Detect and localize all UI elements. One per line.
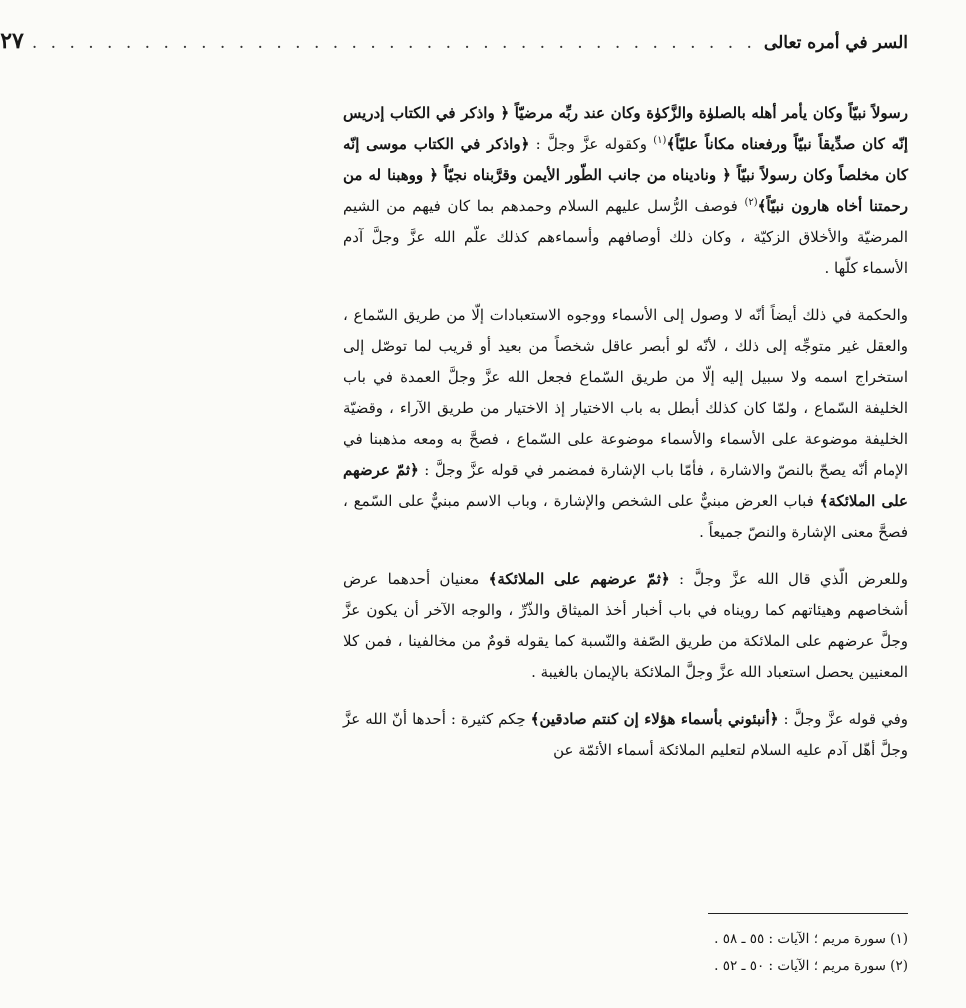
body-text: فباب العرض مبنيٌّ على الشخص والإشارة ، وباب الاسم مبنيٌّ على السّمع ، فصحَّ معنى الإشارة والنصّ جميعاً . <box>343 492 908 541</box>
quran-quote: ﴿ثمّ عرضهم على الملائكة﴾ <box>488 570 670 588</box>
paragraph-1 <box>343 98 908 284</box>
quran-quote: ﴿أنبئوني بأسماء هؤلاء إن كنتم صادقين﴾ <box>530 710 779 728</box>
quran-quote: ﴿ثمّ عرضهم على الملائكة﴾ <box>343 461 908 510</box>
paragraph-3 <box>343 564 908 688</box>
body-text: معنيان أحدهما عرض أشخاصهم وهيئاتهم كما رويناه في باب أخبار أخذ الميثاق والذّرِّ ، والوجه الآخر أن يكون عزَّ وجلَّ عرضهم على الملائكة من طريق الصّفة والنّسبة كما يقوله قومٌ من مخالفينا ، فمن كلا المعنيين يحصل استعباد الله عزَّ وجلَّ الملائكة بالإيمان بالغيبة . <box>343 570 908 681</box>
quran-quote: رسولاً نبيّاً وكان يأمر أهله بالصلوٰة والزَّكوٰة وكان عند ربِّه مرضيّاً ﴿ واذكر في الكتاب إدريس إنّه كان صدِّيقاً نبيّاً ورفعناه مكاناً عليّاً﴾ <box>343 104 908 153</box>
quran-quote: ﴿واذكر في الكتاب موسى إنّه كان مخلصاً وكان رسولاً نبيّاً ﴿ وناديناه من جانب الطّور الأيمن وقرَّبناه نجيّاً ﴿ ووهبنا له من رحمتنا أخاه هارون نبيّاً﴾ <box>343 135 908 215</box>
body-text: حِكم كثيرة : أحدها أنّ الله عزَّ وجلَّ أهّل آدم عليه السلام لتعليم الملائكة أسماء الأئمّة عن <box>343 710 908 759</box>
body-text: وفي قوله عزَّ وجلَّ : <box>778 710 908 728</box>
running-header <box>0 28 908 62</box>
body-text: وكقوله عزَّ وجلَّ : <box>529 135 654 153</box>
footnote-ref-2: (٢) <box>744 197 758 208</box>
dot-leader: . . . . . . . . . . . . . . . . . . . . . . . . . . . . . . . . . . . . . . . <box>31 33 756 53</box>
paragraph-2 <box>343 300 908 548</box>
footnote-ref-1: (١) <box>653 135 667 146</box>
body-text: وللعرض الّذي قال الله عزَّ وجلَّ : <box>669 570 908 588</box>
running-title: السر في أمره تعالى <box>763 33 908 53</box>
footnote-divider <box>708 913 908 914</box>
paragraph-4 <box>343 704 908 766</box>
page-number: ٢٧ <box>0 28 24 54</box>
body-text: فوصف الرُّسل عليهم السلام وحمدهم بما كان فيهم من الشيم المرضيّة والأخلاق الزكيّة ، وكان ذلك أوصافهم وأسماءهم كذلك علّم الله عزَّ وجلَّ آدم الأسماء كلّها . <box>343 197 908 277</box>
body-text: والحكمة في ذلك أيضاً أنّه لا وصول إلى الأسماء ووجوه الاستعبادات إلّا من طريق السّماع ، والعقل غير متوجِّه إلى ذلك ، لأنّه لو أبصر عاقل شخصاً من بعيد أو قريب لما توصّل إلى استخراج اسمه ولا سبيل إليه إلّا من طريق السّماع فجعل الله عزَّ وجلَّ العمدة في باب الخليفة السّماع ، ولمّا كان كذلك أبطل به باب الاختيار إذ الاختيار من طريق الآراء ، وقضيّة الخليفة موضوعة على الأسماء والأسماء موضوعة على السّماع ، فصحَّ به ومعه مذهبنا في الإمام أنّه يصحّ بالنصّ والاشارة ، فأمّا باب الإشارة فمضمر في قوله عزَّ وجلَّ : <box>343 306 908 479</box>
footnotes <box>343 926 908 980</box>
footnote-1: (١) سورة مريم ؛ الآيات : ٥٥ ـ ٥٨ . <box>714 931 908 947</box>
main-text <box>343 98 908 766</box>
footnote-2: (٢) سورة مريم ؛ الآيات : ٥٠ ـ ٥٢ . <box>714 958 908 974</box>
